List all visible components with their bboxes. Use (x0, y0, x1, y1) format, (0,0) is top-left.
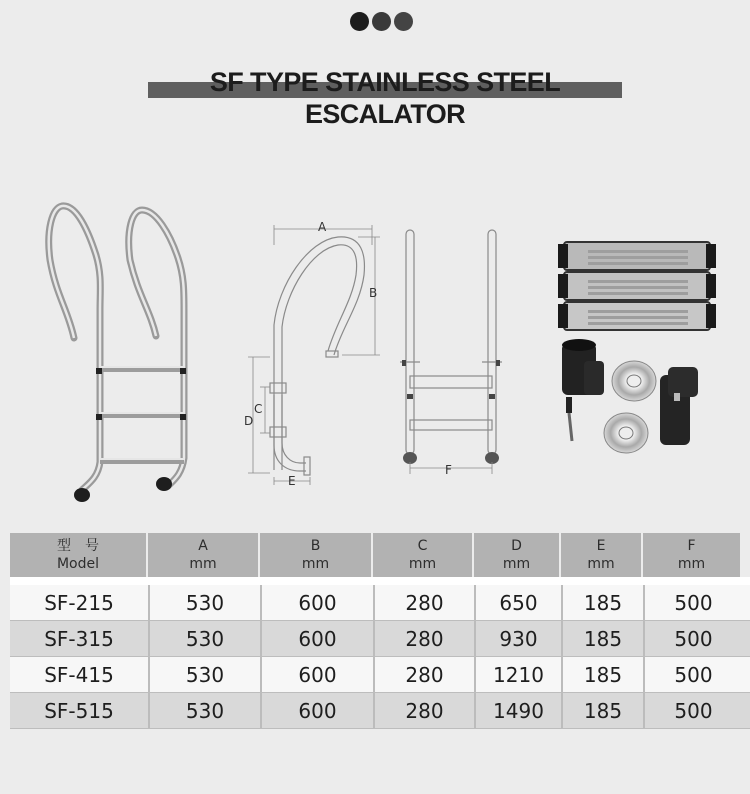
cell-F: 500 (674, 590, 713, 615)
cell-F: 500 (674, 662, 713, 687)
header-A (148, 533, 258, 577)
front-view-drawing (392, 222, 512, 482)
title-block (148, 66, 622, 129)
label-C: C (254, 402, 263, 416)
label-F: F (445, 463, 452, 477)
cell-F: 500 (674, 698, 713, 723)
cell-B: 600 (262, 657, 375, 692)
ladder-photo (38, 200, 198, 510)
cell-A: 530 (150, 621, 262, 656)
cell-F: 500 (674, 626, 713, 651)
cell-D: 650 (476, 585, 563, 620)
cell-A: 530 (150, 585, 262, 620)
header-line1: D (511, 538, 522, 554)
header-E (561, 533, 641, 577)
header-line1: C (417, 538, 428, 554)
header-line2: mm (301, 556, 330, 572)
cell-E: 185 (563, 657, 645, 692)
header-model (10, 533, 146, 577)
table-row (10, 693, 750, 729)
header-C (373, 533, 472, 577)
spec-table (10, 533, 750, 729)
table-row (10, 621, 750, 657)
cell-model: SF-515 (10, 693, 150, 728)
cell-D: 1490 (476, 693, 563, 728)
label-A: A (318, 220, 327, 234)
header-line2: Model (56, 556, 100, 572)
cell-D: 1210 (476, 657, 563, 692)
cell-C: 280 (375, 693, 476, 728)
side-view-drawing (238, 215, 388, 495)
fittings-photo (550, 335, 730, 465)
carousel-dots (350, 12, 413, 31)
cell-E: 185 (563, 621, 645, 656)
header-line1: A (198, 538, 208, 554)
header-B (260, 533, 371, 577)
header-line2: mm (677, 556, 706, 572)
cell-B: 600 (262, 693, 375, 728)
header-line1: 型 号 (57, 538, 99, 554)
header-gap (10, 577, 750, 585)
table-row (10, 585, 750, 621)
header-line1: B (310, 538, 321, 554)
header-line2: mm (189, 556, 217, 572)
table-row (10, 657, 750, 693)
label-B: B (369, 286, 378, 300)
label-D: D (244, 414, 254, 428)
cell-A: 530 (150, 657, 262, 692)
cell-B: 600 (262, 621, 375, 656)
dot-3 (394, 12, 413, 31)
header-D (474, 533, 559, 577)
cell-C: 280 (375, 657, 476, 692)
header-line1: F (687, 538, 696, 554)
header-line1: E (596, 538, 606, 554)
cell-C: 280 (375, 585, 476, 620)
cell-model: SF-315 (10, 621, 150, 656)
cell-A: 530 (150, 693, 262, 728)
header-F (643, 533, 740, 577)
dot-1 (350, 12, 369, 31)
cell-D: 930 (476, 621, 563, 656)
header-line2: mm (587, 556, 615, 572)
page-title: SF TYPE STAINLESS STEEL ESCALATOR (209, 67, 561, 129)
cell-model: SF-415 (10, 657, 150, 692)
cell-E: 185 (563, 585, 645, 620)
header-line2: mm (408, 556, 437, 572)
cell-E: 185 (563, 693, 645, 728)
cell-B: 600 (262, 585, 375, 620)
cell-model: SF-215 (10, 585, 150, 620)
header-line2: mm (502, 556, 531, 572)
label-E: E (288, 474, 296, 488)
dot-2 (372, 12, 391, 31)
step-treads-photo (558, 240, 718, 332)
cell-C: 280 (375, 621, 476, 656)
table-header-row (10, 533, 750, 577)
